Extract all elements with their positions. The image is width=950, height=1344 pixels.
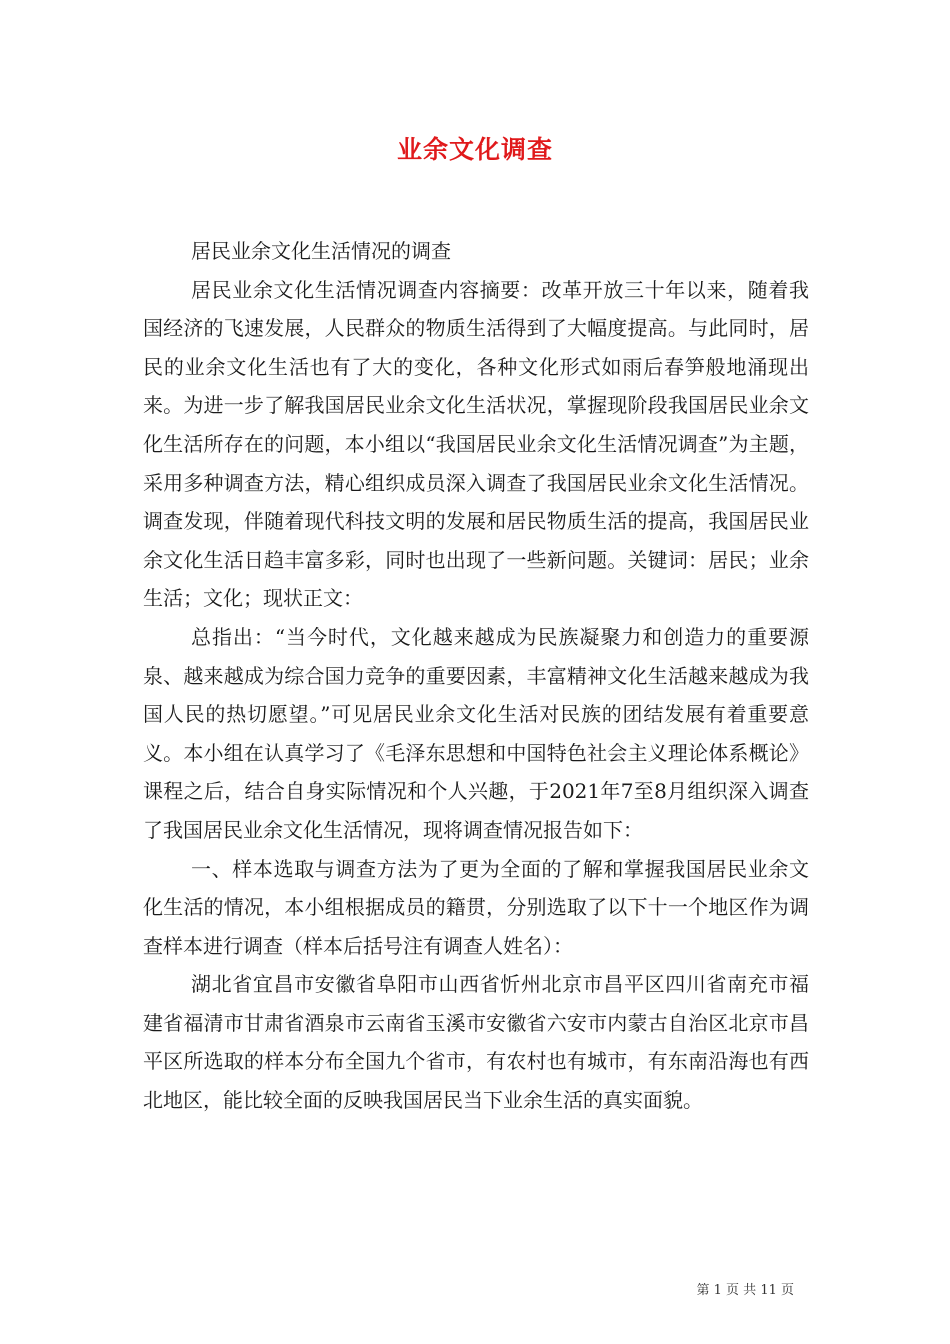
document-subtitle: 居民业余文化生活情况的调查 [191,239,451,263]
paragraph-quote: 总指出：“当今时代，文化越来越成为民族凝聚力和创造力的重要源泉、越来越成为综合国力竞争的重要因素，丰富精神文化生活越来越成为我国人民的热切愿望。”可见居民业余文化生活对民族的团结发展有着重要意义。本小组在认真学习了《毛泽东思想和中国特色社会主义理论体系概论》课程之后，结合自身实际情况和个人兴趣，于2021年7至8月组织深入调查了我国居民业余文化生活情况，现将调查情况报告如下： [143,624,809,842]
paragraph-sampling-method: 一、样本选取与调查方法为了更为全面的了解和掌握我国居民业余文化生活的情况，本小组根据成员的籍贯，分别选取了以下十一个地区作为调查样本进行调查（样本后括号注有调查人姓名）： [143,856,809,958]
page-number: 第 1 页 共 11 页 [696,1283,794,1298]
paragraph-sample-regions: 湖北省宜昌市安徽省阜阳市山西省忻州北京市昌平区四川省南充市福建省福清市甘肃省酒泉市云南省玉溪市安徽省六安市内蒙古自治区北京市昌平区所选取的样本分布全国九个省市，有农村也有城市，有东南沿海也有西北地区，能比较全面的反映我国居民当下业余生活的真实面貌。 [143,972,809,1113]
document-title: 业余文化调查 [396,135,553,164]
paragraph-abstract: 居民业余文化生活情况调查内容摘要：改革开放三十年以来，随着我国经济的飞速发展，人民群众的物质生活得到了大幅度提高。与此同时，居民的业余文化生活也有了大的变化，各种文化形式如雨后春笋般地涌现出来。为进一步了解我国居民业余文化生活状况，掌握现阶段我国居民业余文化生活所存在的问题，本小组以“我国居民业余文化生活情况调查”为主题，采用多种调查方法，精心组织成员深入调查了我国居民业余文化生活情况。调查发现，伴随着现代科技文明的发展和居民物质生活的提高，我国居民业余文化生活日趋丰富多彩，同时也出现了一些新问题。关键词：居民；业余生活；文化；现状正文： [143,277,809,611]
document-body [143,232,809,1120]
